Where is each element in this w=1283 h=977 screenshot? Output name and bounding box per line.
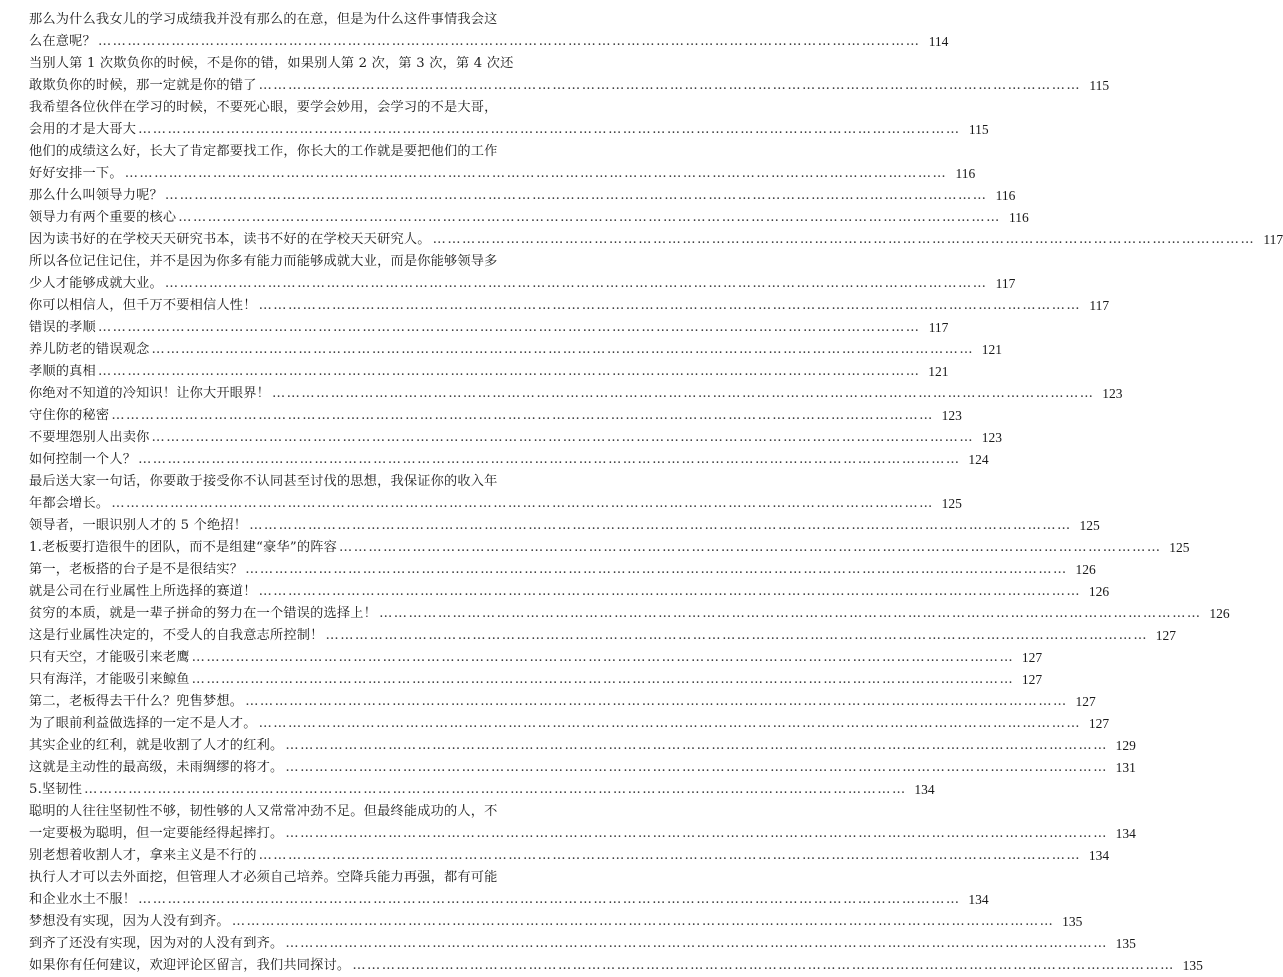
toc-entry-title: 为了眼前利益做选择的一定不是人才。 xyxy=(29,716,257,731)
toc-page-number: 115 xyxy=(1089,78,1110,93)
toc-entry-line xyxy=(29,669,1043,691)
toc-entry-first-line: 我希望各位伙伴在学习的时候，不要死心眼，要学会妙用，会学习的不是大哥， xyxy=(29,100,498,115)
toc-leader-dots xyxy=(243,559,1070,581)
toc-entry-title: 你绝对不知道的冷知识！让你大开眼界！ xyxy=(29,386,270,401)
toc-entry-title: 第一，老板搭的台子是不是很结实？ xyxy=(29,562,244,577)
toc-leader-dots xyxy=(136,889,963,911)
toc-leader-dots xyxy=(230,911,1057,933)
toc-page-number: 127 xyxy=(1021,672,1043,687)
toc-entry-title: 错误的孝顺 xyxy=(29,320,96,335)
toc-leader-dots xyxy=(270,383,1097,405)
toc-page-number: 123 xyxy=(1102,386,1123,401)
toc-entry-title: 梦想没有实现，因为人没有到齐。 xyxy=(29,914,230,929)
toc-entry-title: 只有海洋，才能吸引来鲸鱼 xyxy=(29,672,190,687)
toc-leader-dots xyxy=(350,955,1177,977)
toc-entry[interactable] xyxy=(29,669,1043,691)
toc-leader-dots xyxy=(243,691,1070,713)
toc-page-number: 134 xyxy=(1115,826,1136,841)
toc-entry-line xyxy=(29,625,1177,647)
toc-entry-line xyxy=(29,757,1136,779)
toc-entry-title: 你可以相信人，但千万不要相信人性！ xyxy=(29,298,257,313)
toc-entry-first-line: 聪明的人往往坚韧性不够，韧性够的人又常常冲劲不足。但最终能成功的人，不 xyxy=(29,804,498,819)
toc-entry[interactable] xyxy=(29,845,1110,867)
toc-entry-line xyxy=(29,779,935,801)
toc-page-number: 127 xyxy=(1155,628,1177,643)
toc-leader-dots xyxy=(136,449,963,471)
toc-entry-title: 贫穷的本质，就是一辈子拼命的努力在一个错误的选择上！ xyxy=(29,606,378,621)
toc-leader-dots xyxy=(82,779,909,801)
toc-entry[interactable] xyxy=(29,801,1136,845)
toc-page-number: 124 xyxy=(968,452,989,467)
toc-leader-dots xyxy=(257,581,1084,603)
toc-entry-line xyxy=(29,713,1110,735)
toc-leader-dots xyxy=(163,273,990,295)
toc-entry-line xyxy=(29,691,1096,713)
toc-entry-title: 就是公司在行业属性上所选择的赛道！ xyxy=(29,584,257,599)
toc-page-number: 125 xyxy=(941,496,962,511)
toc-entry-title: 守住你的秘密 xyxy=(29,408,110,423)
toc-leader-dots xyxy=(324,625,1151,647)
toc-page-number: 134 xyxy=(1088,848,1110,863)
toc-entry-line xyxy=(29,559,1096,581)
toc-entry-title: 别老想着收割人才，拿来主义是不行的 xyxy=(29,848,257,863)
toc-entry-line xyxy=(29,317,949,339)
toc-entry[interactable] xyxy=(29,383,1123,405)
toc-entry[interactable] xyxy=(29,713,1110,735)
toc-page-number: 123 xyxy=(981,430,1002,445)
toc-entry-title: 1.老板要打造很牛的团队，而不是组建“豪华”的阵容 xyxy=(29,540,338,555)
toc-leader-dots xyxy=(109,493,936,515)
toc-page-number: 134 xyxy=(968,892,989,907)
toc-entry-line xyxy=(29,229,1283,251)
toc-entry-line xyxy=(29,295,1110,317)
toc-entry-line xyxy=(29,889,989,911)
toc-entry[interactable] xyxy=(29,185,1016,207)
toc-page-number: 121 xyxy=(928,364,949,379)
toc-entry[interactable] xyxy=(29,933,1136,955)
toc-entry-line xyxy=(29,427,1002,449)
toc-entry-title: 和企业水土不服！ xyxy=(29,892,137,907)
toc-entry[interactable] xyxy=(29,361,949,383)
toc-entry-title: 孝顺的真相 xyxy=(29,364,96,379)
toc-entry[interactable] xyxy=(29,911,1083,933)
toc-leader-dots xyxy=(190,669,1017,691)
toc-entry[interactable] xyxy=(29,141,976,185)
toc-entry-first-line: 所以各位记住记住，并不是因为你多有能力而能够成就大业，而是你能够领导多 xyxy=(29,254,498,269)
toc-entry-first-line: 那么为什么我女儿的学习成绩我并没有那么的在意，但是为什么这件事情我会这 xyxy=(29,12,498,27)
toc-entry[interactable] xyxy=(29,735,1136,757)
toc-entry-title: 其实企业的红利，就是收割了人才的红利。 xyxy=(29,738,284,753)
toc-leader-dots xyxy=(337,537,1164,559)
toc-entry-line xyxy=(29,119,989,141)
toc-page-number: 125 xyxy=(1079,518,1100,533)
toc-leader-dots xyxy=(257,845,1084,867)
toc-entry-title: 这就是主动性的最高级，未雨绸缪的将才。 xyxy=(29,760,284,775)
toc-leader-dots xyxy=(150,339,977,361)
toc-leader-dots xyxy=(257,713,1084,735)
toc-entry-line xyxy=(29,185,1016,207)
toc-entry-line xyxy=(29,933,1136,955)
toc-leader-dots xyxy=(431,229,1258,251)
toc-entry-title: 么在意呢？ xyxy=(29,34,96,49)
toc-entry-line xyxy=(29,383,1123,405)
toc-leader-dots xyxy=(247,515,1074,537)
toc-entry-title: 5.坚韧性 xyxy=(29,782,83,797)
toc-entry-title: 那么什么叫领导力呢？ xyxy=(29,188,163,203)
toc-entry-title: 领导力有两个重要的核心 xyxy=(29,210,177,225)
toc-entry[interactable] xyxy=(29,229,1283,251)
toc-entry[interactable] xyxy=(29,97,989,141)
toc-entry-line xyxy=(29,405,962,427)
toc-leader-dots xyxy=(163,185,990,207)
toc-page-number: 129 xyxy=(1115,738,1136,753)
toc-entry[interactable] xyxy=(29,603,1230,625)
toc-entry-line xyxy=(29,911,1083,933)
toc-entry[interactable] xyxy=(29,867,989,911)
toc-entry[interactable] xyxy=(29,559,1096,581)
toc-leader-dots xyxy=(283,735,1110,757)
toc-entry-line xyxy=(29,647,1043,669)
toc-entry-title: 敢欺负你的时候，那一定就是你的错了 xyxy=(29,78,257,93)
toc-entry-line xyxy=(29,273,1016,295)
toc-entry[interactable] xyxy=(29,647,1043,669)
toc-page-number: 126 xyxy=(1209,606,1230,621)
toc-entry[interactable] xyxy=(29,295,1110,317)
toc-leader-dots xyxy=(123,163,950,185)
toc-leader-dots xyxy=(136,119,963,141)
toc-leader-dots xyxy=(377,603,1204,625)
toc-entry-title: 只有天空，才能吸引来老鹰 xyxy=(29,650,190,665)
toc-entry[interactable] xyxy=(29,427,1002,449)
toc-entry-line xyxy=(29,449,989,471)
toc-entry[interactable] xyxy=(29,53,1110,97)
toc-entry-title: 因为读书好的在学校天天研究书本，读书不好的在学校天天研究人。 xyxy=(29,232,431,247)
toc-page-number: 126 xyxy=(1075,562,1096,577)
toc-page-number: 135 xyxy=(1062,914,1083,929)
toc-page-number: 117 xyxy=(1089,298,1110,313)
toc-entry-title: 这是行业属性决定的，不受人的自我意志所控制！ xyxy=(29,628,324,643)
toc-leader-dots xyxy=(190,647,1017,669)
toc-leader-dots xyxy=(176,207,1003,229)
toc-entry-line xyxy=(29,515,1100,537)
toc-entry[interactable] xyxy=(29,405,962,427)
toc-entry-first-line: 当别人第 1 次欺负你的时候，不是你的错，如果别人第 2 次，第 3 次，第 4 次还 xyxy=(29,56,514,71)
toc-entry-title: 一定要极为聪明，但一定要能经得起摔打。 xyxy=(29,826,284,841)
toc-page-number: 116 xyxy=(955,166,976,181)
toc-entry-title: 少人才能够成就大业。 xyxy=(29,276,163,291)
toc-entry-line xyxy=(29,955,1203,977)
toc-page-number: 117 xyxy=(928,320,949,335)
toc-page-number: 115 xyxy=(968,122,989,137)
toc-leader-dots xyxy=(96,361,923,383)
toc-page-number: 135 xyxy=(1115,936,1136,951)
toc-leader-dots xyxy=(257,295,1084,317)
toc-page-number: 114 xyxy=(928,34,949,49)
toc-entry-title: 第二，老板得去干什么？兜售梦想。 xyxy=(29,694,244,709)
toc-page-number: 117 xyxy=(995,276,1016,291)
toc-entry-line xyxy=(29,361,949,383)
toc-entry[interactable] xyxy=(29,581,1110,603)
toc-page-number: 135 xyxy=(1182,958,1203,973)
toc-entry-title: 不要埋怨别人出卖你 xyxy=(29,430,150,445)
toc-entry[interactable] xyxy=(29,779,935,801)
toc-entry-first-line: 他们的成绩这么好，长大了肯定都要找工作，你长大的工作就是要把他们的工作 xyxy=(29,144,498,159)
toc-entry[interactable] xyxy=(29,471,962,515)
toc-entry-title: 好好安排一下。 xyxy=(29,166,123,181)
toc-entry-line xyxy=(29,823,1136,845)
toc-page-number: 125 xyxy=(1169,540,1190,555)
toc-entry[interactable] xyxy=(29,955,1203,977)
toc-leader-dots xyxy=(96,317,923,339)
toc-page-number: 116 xyxy=(995,188,1016,203)
toc-entry[interactable] xyxy=(29,251,1016,295)
toc-leader-dots xyxy=(283,823,1110,845)
toc-page-number: 134 xyxy=(914,782,935,797)
toc-entry[interactable] xyxy=(29,515,1100,537)
toc-leader-dots xyxy=(96,31,923,53)
toc-entry-line xyxy=(29,75,1110,97)
toc-page-number: 117 xyxy=(1263,232,1283,247)
toc-leader-dots xyxy=(257,75,1084,97)
table-of-contents xyxy=(29,9,1283,977)
toc-entry[interactable] xyxy=(29,537,1190,559)
toc-entry-line xyxy=(29,207,1029,229)
toc-page-number: 127 xyxy=(1088,716,1110,731)
toc-page-number: 126 xyxy=(1088,584,1110,599)
toc-leader-dots xyxy=(109,405,936,427)
toc-entry-line xyxy=(29,845,1110,867)
toc-leader-dots xyxy=(283,757,1110,779)
toc-entry[interactable] xyxy=(29,317,949,339)
toc-entry-title: 如何控制一个人？ xyxy=(29,452,137,467)
toc-entry-line xyxy=(29,339,1002,361)
toc-page-number: 131 xyxy=(1115,760,1136,775)
toc-entry[interactable] xyxy=(29,207,1029,229)
toc-page-number: 121 xyxy=(981,342,1002,357)
toc-entry-first-line: 执行人才可以去外面挖，但管理人才必须自己培养。空降兵能力再强，都有可能 xyxy=(29,870,498,885)
toc-entry-title: 到齐了还没有实现，因为对的人没有到齐。 xyxy=(29,936,284,951)
toc-page-number: 127 xyxy=(1021,650,1043,665)
toc-entry-title: 年都会增长。 xyxy=(29,496,110,511)
toc-leader-dots xyxy=(283,933,1110,955)
toc-leader-dots xyxy=(150,427,977,449)
toc-entry-title: 会用的才是大哥大 xyxy=(29,122,137,137)
toc-entry-line xyxy=(29,735,1136,757)
toc-entry-line xyxy=(29,603,1230,625)
toc-entry-title: 如果你有任何建议，欢迎评论区留言，我们共同探讨。 xyxy=(29,958,351,973)
toc-entry-line xyxy=(29,493,962,515)
toc-entry[interactable] xyxy=(29,339,1002,361)
toc-entry-title: 养儿防老的错误观念 xyxy=(29,342,150,357)
toc-entry[interactable] xyxy=(29,757,1136,779)
toc-entry-first-line: 最后送大家一句话，你要敢于接受你不认同甚至讨伐的思想，我保证你的收入年 xyxy=(29,474,498,489)
toc-entry[interactable] xyxy=(29,691,1096,713)
toc-page-number: 123 xyxy=(941,408,962,423)
toc-entry-title: 领导者，一眼识别人才的 5 个绝招！ xyxy=(29,518,248,533)
toc-entry-line xyxy=(29,31,949,53)
toc-entry-line xyxy=(29,581,1110,603)
toc-entry[interactable] xyxy=(29,449,989,471)
toc-page-number: 127 xyxy=(1075,694,1096,709)
toc-entry[interactable] xyxy=(29,625,1177,647)
toc-entry-line xyxy=(29,163,976,185)
toc-page-number: 116 xyxy=(1009,210,1029,225)
toc-entry-line xyxy=(29,537,1190,559)
toc-entry[interactable] xyxy=(29,9,949,53)
